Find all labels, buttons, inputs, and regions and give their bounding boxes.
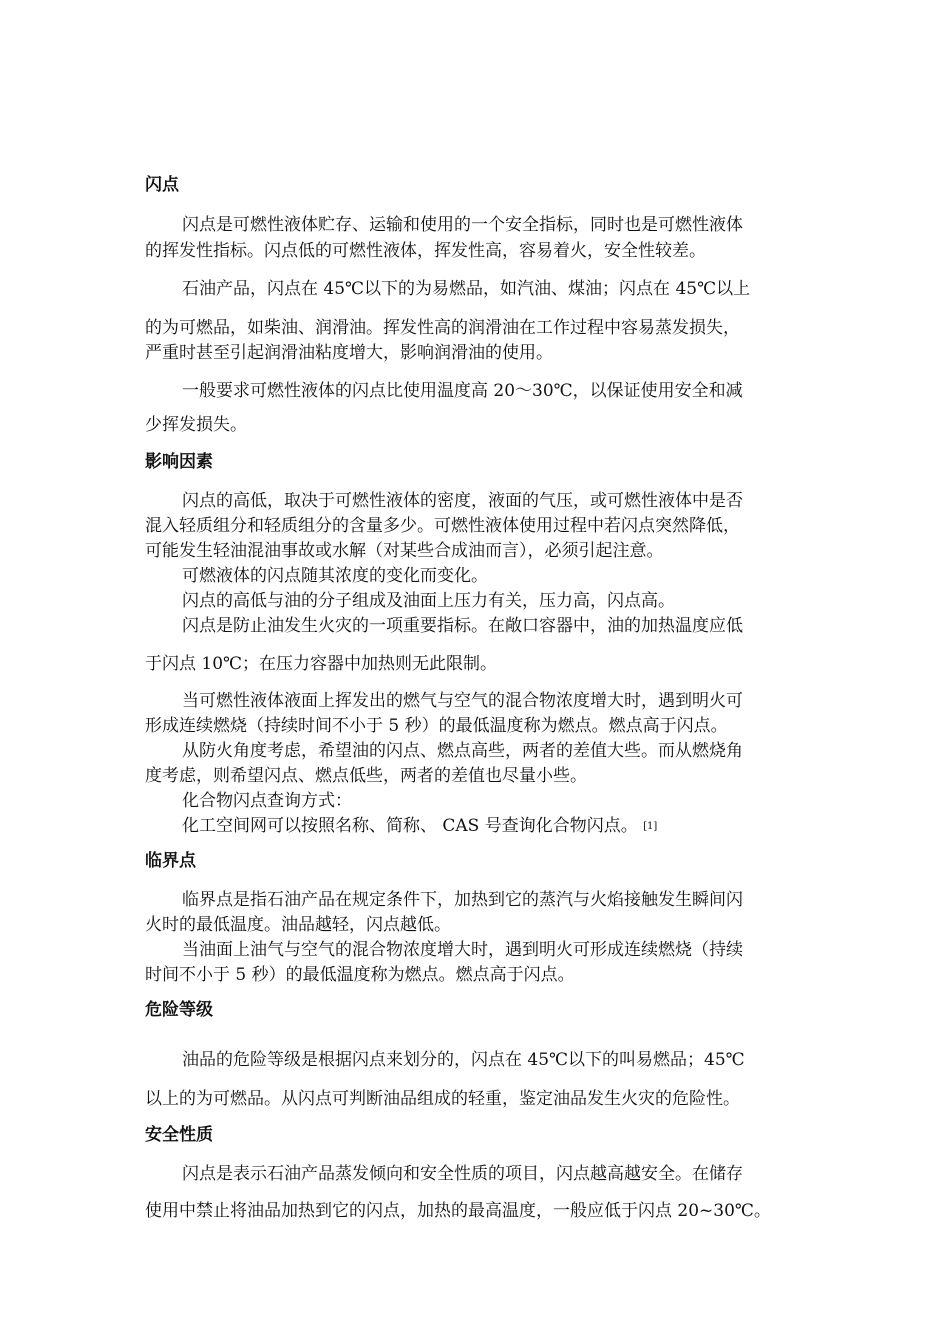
paragraph-line: 石油产品，闪点在 45℃以下的为易燃品，如汽油、煤油；闪点在 45℃以上 [182, 279, 751, 299]
paragraph-line: 临界点是指石油产品在规定条件下，加热到它的蒸汽与火焰接触发生瞬间闪 [182, 890, 743, 910]
paragraph-line: 的挥发性指标。闪点低的可燃性液体，挥发性高，容易着火，安全性较差。 [145, 241, 706, 261]
paragraph-line: 的为可燃品，如柴油、润滑油。挥发性高的润滑油在工作过程中容易蒸发损失， [145, 318, 740, 338]
paragraph-line: 闪点是可燃性液体贮存、运输和使用的一个安全指标，同时也是可燃性液体 [182, 215, 743, 235]
section-heading-influence: 影响因素 [145, 452, 213, 472]
paragraph-line: 时间不小于 5 秒）的最低温度称为燃点。燃点高于闪点。 [145, 965, 575, 985]
paragraph-line: 当可燃性液体液面上挥发出的燃气与空气的混合物浓度增大时，遇到明火可 [182, 691, 743, 711]
paragraph-line: 一般要求可燃性液体的闪点比使用温度高 20～30℃，以保证使用安全和减 [182, 381, 743, 401]
reference-text: 化工空间网可以按照名称、简称、 CAS 号查询化合物闪点。 [182, 816, 638, 836]
paragraph-line: 油品的危险等级是根据闪点来划分的，闪点在 45℃以下的叫易燃品；45℃ [182, 1050, 745, 1070]
citation-link[interactable]: [1] [643, 821, 658, 832]
paragraph-line: 闪点的高低与油的分子组成及油面上压力有关，压力高，闪点高。 [182, 591, 675, 611]
paragraph-line: 度考虑，则希望闪点、燃点低些，两者的差值也尽量小些。 [145, 766, 587, 786]
paragraph-line: 严重时甚至引起润滑油粘度增大，影响润滑油的使用。 [145, 343, 553, 363]
paragraph-line: 火时的最低温度。油品越轻，闪点越低。 [145, 915, 451, 935]
paragraph-line: 当油面上油气与空气的混合物浓度增大时，遇到明火可形成连续燃烧（持续 [182, 940, 743, 960]
paragraph-line: 混入轻质组分和轻质组分的含量多少。可燃性液体使用过程中若闪点突然降低， [145, 516, 740, 536]
paragraph-line: 闪点是防止油发生火灾的一项重要指标。在敞口容器中，油的加热温度应低 [182, 616, 743, 636]
section-heading-critical-point: 临界点 [145, 851, 196, 871]
paragraph-line: 以上的为可燃品。从闪点可判断油品组成的轻重，鉴定油品发生火灾的危险性。 [145, 1089, 740, 1109]
section-heading-hazard-level: 危险等级 [145, 1000, 213, 1020]
paragraph-line: 少挥发损失。 [145, 415, 247, 435]
paragraph-line: 闪点的高低，取决于可燃性液体的密度，液面的气压，或可燃性液体中是否 [182, 491, 743, 511]
paragraph-line: 可燃液体的闪点随其浓度的变化而变化。 [182, 566, 488, 586]
section-heading-safety: 安全性质 [145, 1125, 213, 1145]
paragraph-line: 形成连续燃烧（持续时间不小于 5 秒）的最低温度称为燃点。燃点高于闪点。 [145, 716, 728, 736]
paragraph-line [182, 814, 847, 839]
paragraph-line: 闪点是表示石油产品蒸发倾向和安全性质的项目，闪点越高越安全。在储存 [182, 1164, 743, 1184]
page-title: 闪点 [145, 175, 179, 195]
paragraph-line: 可能发生轻油混油事故或水解（对某些合成油而言），必须引起注意。 [145, 541, 664, 561]
paragraph-line: 从防火角度考虑，希望油的闪点、燃点高些，两者的差值大些。而从燃烧角 [182, 741, 743, 761]
paragraph-line: 于闪点 10℃；在压力容器中加热则无此限制。 [145, 654, 498, 674]
paragraph-line: 化合物闪点查询方式： [182, 791, 352, 811]
paragraph-line: 使用中禁止将油品加热到它的闪点，加热的最高温度，一般应低于闪点 20~30℃。 [145, 1201, 771, 1221]
